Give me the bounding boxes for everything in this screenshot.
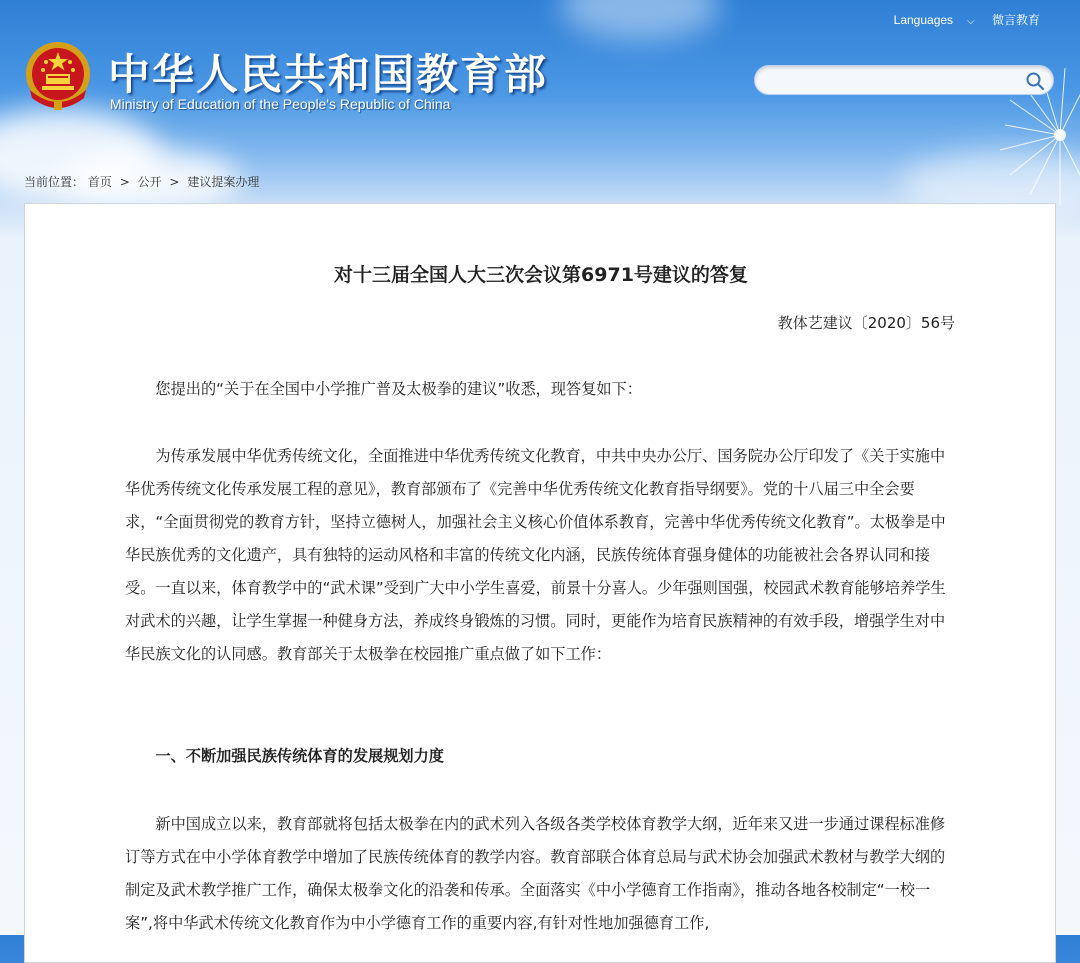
search-input[interactable] [769,66,1023,96]
breadcrumb [24,173,259,190]
breadcrumb-item-home[interactable]: 首页 [87,175,112,189]
site-title-cn[interactable]: 中华人民共和国教育部 [108,50,549,99]
document-paragraph: 您提出的“关于在全国中小学推广普及太极拳的建议”收悉，现答复如下： [155,380,642,398]
site-header [0,0,1080,200]
section-heading: 一、不断加强民族传统体育的发展规划力度 [155,747,444,765]
breadcrumb-separator: > [119,175,130,189]
top-links [866,11,1040,28]
search-icon[interactable] [1025,71,1045,91]
chevron-down-icon: ⌵ [967,16,975,27]
document-number: 教体艺建议〔2020〕56号 [777,314,955,332]
site-title-en: Ministry of Education of the People's Republic of China [110,96,451,112]
document-paragraph: 新中国成立以来，教育部就将包括太极拳在内的武术列入各级各类学校体育教学大纲，近年来又进一步通过课程标准修订等方式在中小学体育教学中增加了民族传统体育的教学内容。教育部联合体育总局与武术协会加强武术教材与教学大纲的制定及武术教学推广工作，确保太极拳文化的沿袭和传承。全面落实《中小学德育工作指南》，推动各地各校制定“一校一案”,将中华武术传统文化教育作为中小学德育工作的重要内容,有针对性地加强德育工作, [125,815,946,932]
weibo-link[interactable]: 微言教育 [991,13,1040,27]
document-title: 对十三届全国人大三次会议第6971号建议的答复 [334,264,748,286]
breadcrumb-separator: > [169,175,180,189]
breadcrumb-item-suggestions[interactable]: 建议提案办理 [187,175,260,189]
languages-label: Languages [893,13,954,27]
national-emblem-icon [24,40,92,112]
breadcrumb-item-public[interactable]: 公开 [137,175,162,189]
search-box [754,65,1054,95]
cloud-decoration [560,0,720,40]
document-paragraph: 为传承发展中华优秀传统文化，全面推进中华优秀传统文化教育，中共中央办公厅、国务院办公厅印发了《关于实施中华优秀传统文化传承发展工程的意见》，教育部颁布了《完善中华优秀传统文化教育指导纲要》。党的十八届三中全会要求，“全面贯彻党的教育方针，坚持立德树人，加强社会主义核心价值体系教育，完善中华优秀传统文化教育”。太极拳是中华民族优秀的文化遗产，具有独特的运动风格和丰富的传统文化内涵，民族传统体育强身健体的功能被社会各界认同和接受。一直以来，体育教学中的“武术课”受到广大中小学生喜爱，前景十分喜人。少年强则国强，校园武术教育能够培养学生对武术的兴趣，让学生掌握一种健身方法，养成终身锻炼的习惯。同时，更能作为培育民族精神的有效手段，增强学生对中华民族文化的认同感。教育部关于太极拳在校园推广重点做了如下工作： [125,447,946,663]
document-panel [24,203,1056,963]
breadcrumb-prefix: 当前位置： [24,175,85,189]
languages-menu[interactable] [880,13,975,27]
